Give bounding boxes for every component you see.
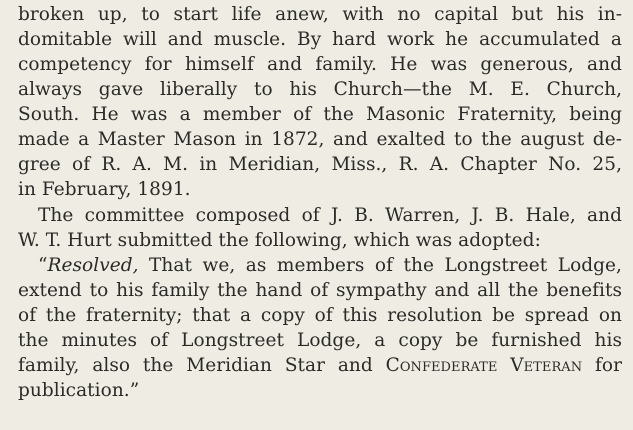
- text-line-15: [18, 353, 622, 378]
- text-line-6: made a Master Mason in 1872, and exalted to the august de-: [18, 129, 622, 150]
- confederate-veteran: Confederate Veteran: [385, 355, 583, 376]
- text-line-1: broken up, to start life anew, with no capital but his in-: [18, 4, 622, 25]
- text-line-5: South. He was a member of the Masonic Fraternity, being: [18, 104, 622, 125]
- text-line-11: [38, 253, 622, 278]
- resolved-word: Resolved,: [47, 255, 139, 276]
- text-line-9: The committee composed of J. B. Warren, J. B. Hale, and: [38, 205, 622, 226]
- text-line-14: the minutes of Longstreet Lodge, a copy be furnished his: [18, 330, 622, 351]
- text-line-12: extend to his family the hand of sympathy and all the benefits: [18, 280, 622, 301]
- text-line-3: competency for himself and family. He was generous, and: [18, 54, 622, 75]
- text-line-8: in February, 1891.: [18, 179, 191, 200]
- text-line-2: domitable will and muscle. By hard work he accumulated a: [18, 29, 622, 50]
- text-line-7: gree of R. A. M. in Meridian, Miss., R. A. Chapter No. 25,: [18, 154, 622, 175]
- text-line-4: always gave liberally to his Church—the M. E. Church,: [18, 79, 622, 100]
- quote-open: “: [38, 255, 48, 276]
- text-line-11-rest: That we, as members of the Longstreet Lodge,: [138, 255, 622, 276]
- text-line-16: publication.”: [18, 380, 140, 401]
- text-line-15-after: for: [582, 355, 622, 376]
- text-line-10: W. T. Hurt submitted the following, which was adopted:: [18, 230, 541, 251]
- text-line-13: of the fraternity; that a copy of this resolution be spread on: [18, 305, 622, 326]
- text-line-15-before: family, also the Meridian Star and: [18, 355, 386, 376]
